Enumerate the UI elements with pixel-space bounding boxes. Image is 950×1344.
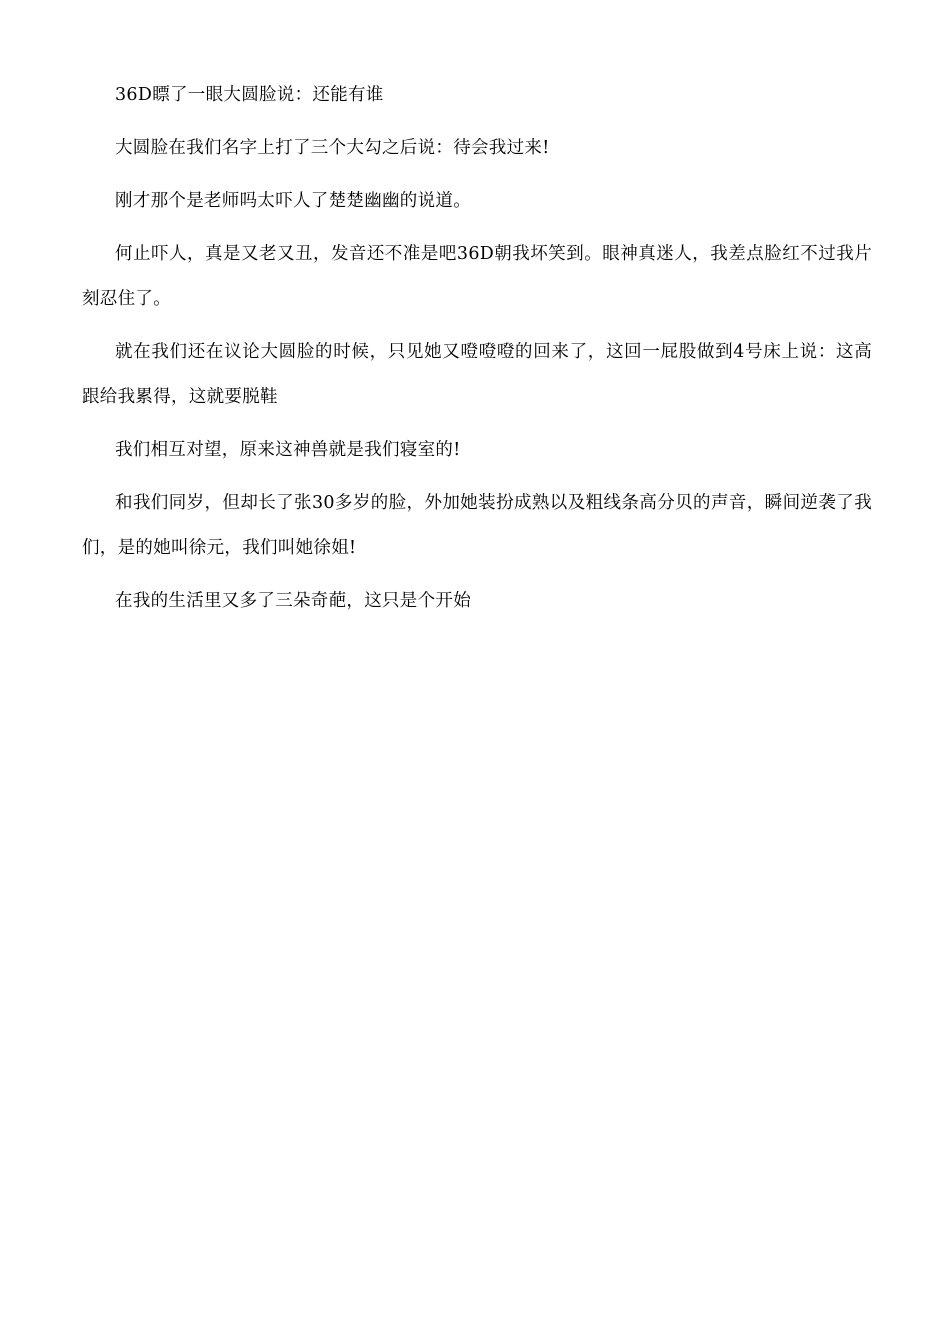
paragraph-4: 何止吓人，真是又老又丑，发音还不准是吧36D朝我坏笑到。眼神真迷人，我差点脸红不过我片刻忍住了。	[82, 244, 872, 309]
paragraph-6: 我们相互对望，原来这神兽就是我们寝室的!	[115, 440, 461, 460]
paragraph-8: 在我的生活里又多了三朵奇葩，这只是个开始	[115, 591, 471, 611]
paragraph-5: 就在我们还在议论大圆脸的时候，只见她又噔噔噔的回来了，这回一屁股做到4号床上说：这高跟给我累得，这就要脱鞋	[82, 342, 872, 407]
document-body	[82, 80, 872, 639]
paragraph-7: 和我们同岁，但却长了张30多岁的脸，外加她装扮成熟以及粗线条高分贝的声音，瞬间逆袭了我们，是的她叫徐元，我们叫她徐姐!	[82, 493, 872, 558]
paragraph-3: 刚才那个是老师吗太吓人了楚楚幽幽的说道。	[115, 191, 471, 211]
paragraph-2: 大圆脸在我们名字上打了三个大勾之后说：待会我过来!	[115, 138, 550, 158]
paragraph-1: 36D瞟了一眼大圆脸说：还能有谁	[115, 85, 384, 105]
